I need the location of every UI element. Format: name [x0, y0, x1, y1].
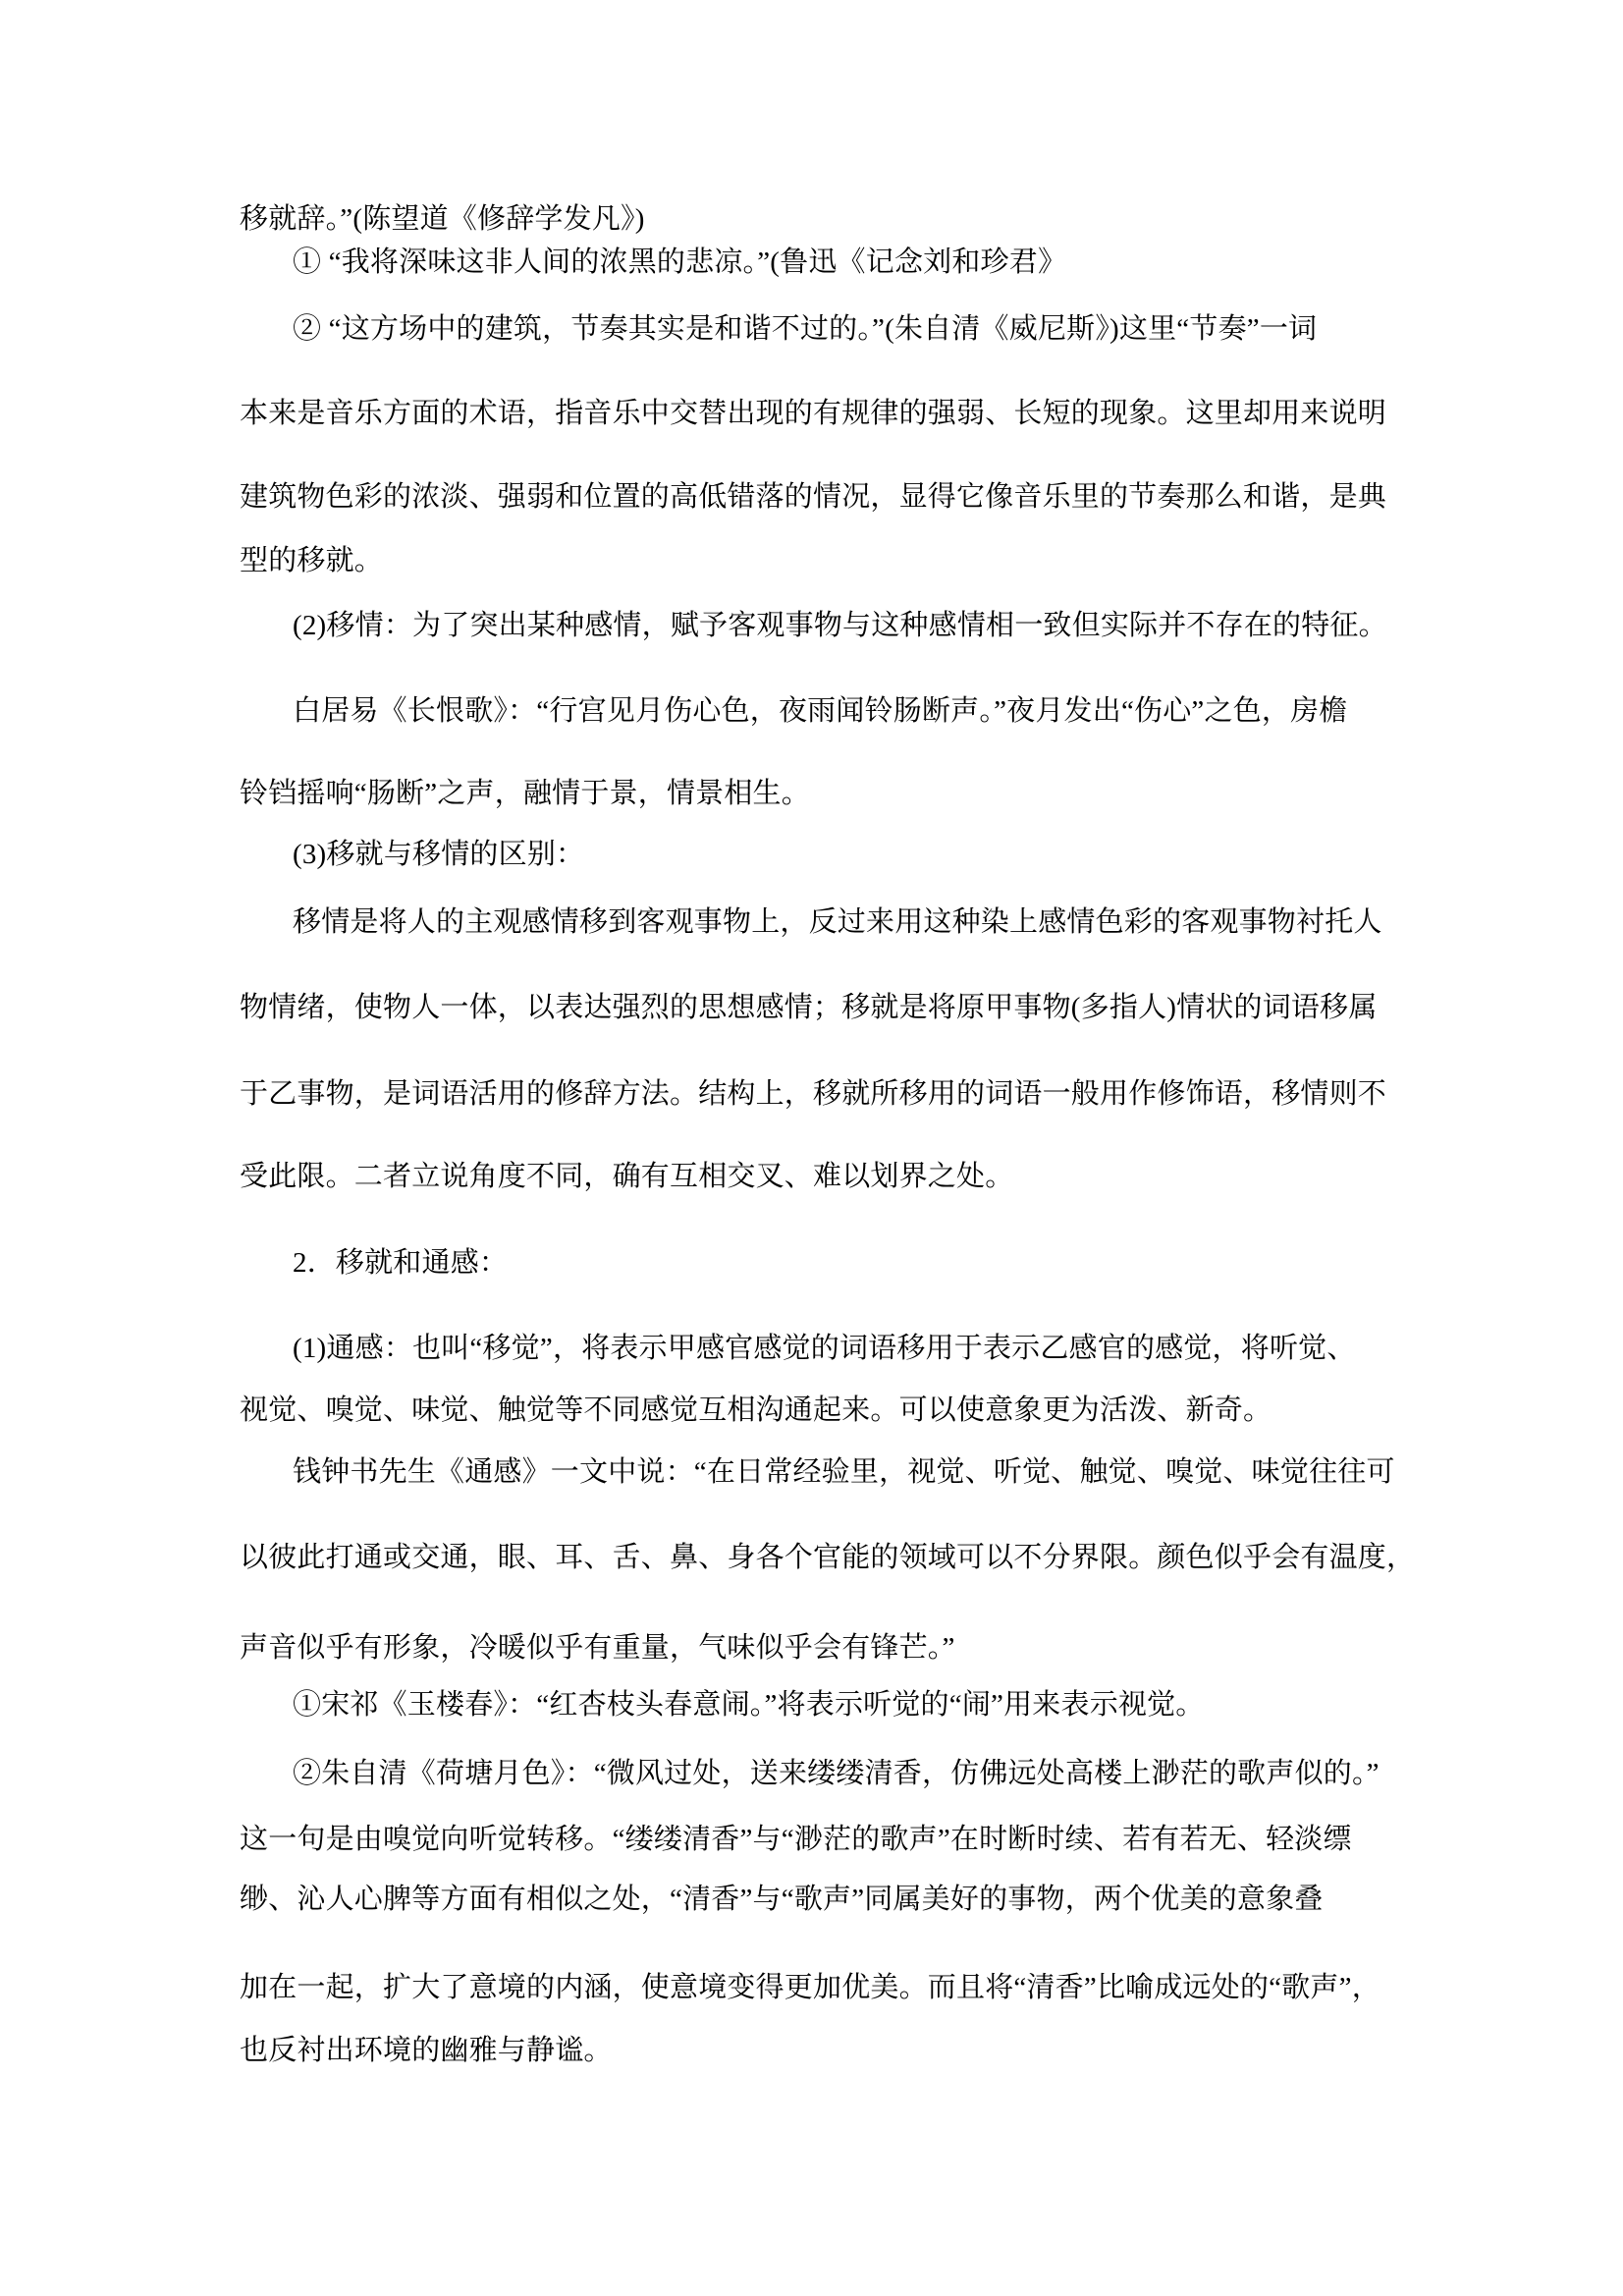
text-line: 加在一起，扩大了意境的内涵，使意境变得更加优美。而且将“清香”比喻成远处的“歌声”，	[240, 1972, 1380, 2003]
definition-line: (1)通感：也叫“移觉”，将表示甲感官感觉的词语移用于表示乙感官的感觉，将听觉、	[293, 1333, 1356, 1364]
text-line: 白居易《长恨歌》：“行宫见月伤心色，夜雨闻铃肠断声。”夜月发出“伤心”之色，房檐	[293, 695, 1348, 727]
text-line: 以彼此打通或交通，眼、耳、舌、鼻、身各个官能的领域可以不分界限。颜色似乎会有温度，	[240, 1542, 1416, 1573]
list-item-line: ①宋祁《玉楼春》：“红杏枝头春意闹。”将表示听觉的“闹”用来表示视觉。	[293, 1689, 1205, 1721]
text-line: 于乙事物，是词语活用的修辞方法。结构上，移就所移用的词语一般用作修饰语，移情则不	[240, 1078, 1387, 1110]
text-line: 也反衬出环境的幽雅与静谧。	[240, 2035, 613, 2066]
section-heading: 2．移就和通感：	[293, 1247, 509, 1279]
text-line: 本来是音乐方面的术语，指音乐中交替出现的有规律的强弱、长短的现象。这里却用来说明	[240, 398, 1387, 429]
text-line: 移情是将人的主观感情移到客观事物上，反过来用这种染上感情色彩的客观事物衬托人	[293, 906, 1382, 938]
text-line: 钱钟书先生《通感》一文中说：“在日常经验里，视觉、听觉、触觉、嗅觉、味觉往往可	[293, 1456, 1395, 1488]
list-item-line: ② “这方场中的建筑，节奏其实是和谐不过的。”(朱自清《威尼斯》)这里“节奏”一词	[293, 313, 1318, 345]
text-line: 建筑物色彩的浓淡、强弱和位置的高低错落的情况，显得它像音乐里的节奏那么和谐，是典	[240, 481, 1387, 513]
subsection-heading: (3)移就与移情的区别：	[293, 839, 585, 870]
list-item-line: ① “我将深味这非人间的浓黑的悲凉。”(鲁迅《记念刘和珍君》	[293, 246, 1067, 278]
text-line: 物情绪，使物人一体，以表达强烈的思想感情；移就是将原甲事物(多指人)情状的词语移属	[240, 992, 1378, 1023]
definition-line: (2)移情：为了突出某种感情，赋予客观事物与这种感情相一致但实际并不存在的特征。	[293, 610, 1387, 641]
text-line: 声音似乎有形象，冷暖似乎有重量，气味似乎会有锋芒。”	[240, 1632, 955, 1664]
text-line: 铃铛摇响“肠断”之声，融情于景，情景相生。	[240, 778, 810, 809]
text-line: 移就辞。”(陈望道《修辞学发凡》)	[240, 203, 645, 235]
text-line: 受此限。二者立说角度不同，确有互相交叉、难以划界之处。	[240, 1161, 1014, 1192]
text-line: 缈、沁人心脾等方面有相似之处，“清香”与“歌声”同属美好的事物，两个优美的意象叠	[240, 1884, 1324, 1915]
text-line: 这一句是由嗅觉向听觉转移。“缕缕清香”与“渺茫的歌声”在时断时续、若有若无、轻淡缥	[240, 1824, 1352, 1855]
text-line: 视觉、嗅觉、味觉、触觉等不同感觉互相沟通起来。可以使意象更为活泼、新奇。	[240, 1394, 1272, 1426]
text-line: 型的移就。	[240, 545, 384, 576]
list-item-line: ②朱自清《荷塘月色》：“微风过处，送来缕缕清香，仿佛远处高楼上渺茫的歌声似的。”	[293, 1758, 1380, 1789]
